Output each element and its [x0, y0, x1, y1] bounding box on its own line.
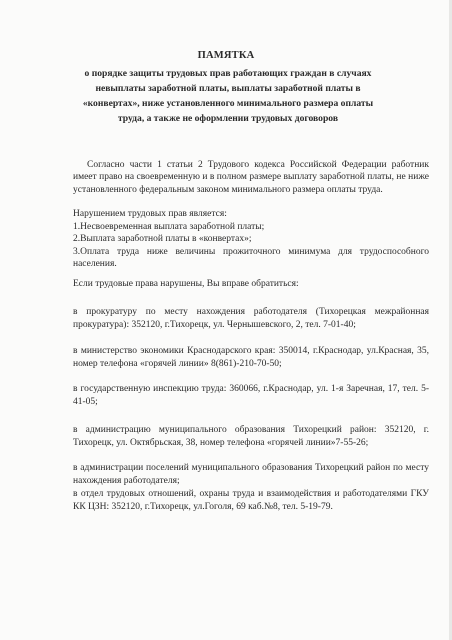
violations-list	[73, 208, 429, 271]
contact-labor-relations-department: в отдел трудовых отношений, охраны труда и взаимодействия и работодателями ГКУ КК ЦЗН: 352120, г.Тихорецк, ул.Гоголя, 69 каб.№8, тел. 5-19-79.	[73, 489, 429, 512]
document-subtitle: о порядке защиты трудовых прав работающих граждан в случаях невыплаты заработной платы, выплаты заработной платы в «конвертах», ниже установленного минимального размера оплаты труда, а также не оформлении трудовых договоров	[82, 68, 374, 124]
contact-district-administration: в администрацию муниципального образования Тихорецкий район: 352120, г. Тихорецк, ул. Октябрьская, 38, номер телефона «горячей линии»7-55-26;	[73, 425, 429, 448]
contact-labor-inspection: в государственную инспекцию труда: 360066, г.Краснодар, ул. 1-я Заречная, 17, тел. 5-41-05;	[73, 384, 429, 407]
document-title: ПАМЯТКА	[197, 50, 255, 61]
violations-heading: Нарушением трудовых прав является:	[73, 209, 227, 219]
violation-item: 1.Несвоевременная выплата заработной платы;	[73, 221, 265, 232]
contact-prosecutor: в прокуратуру по месту нахождения работодателя (Тихорецкая межрайонная прокуратура): 352120, г.Тихорецк, ул. Чернышевского, 2, тел. 7-01-40;	[73, 307, 429, 330]
intro-paragraph: Согласно части 1 статьи 2 Трудового кодекса Российской Федерации работник имеет право на своевременную и в полном размере выплату заработной платы, не ниже установленного федеральным законом минимального размера оплаты труда.	[73, 160, 429, 195]
violation-item: 3.Оплата труда ниже величины прожиточного минимума для трудоспособного населения.	[73, 246, 429, 270]
violation-item: 2.Выплата заработной платы в «конвертах»;	[73, 234, 252, 245]
contact-settlement-administrations: в администрации поселений муниципального образования Тихорецкий район по месту нахождения работодателя;	[73, 463, 429, 486]
contacts-heading: Если трудовые права нарушены, Вы вправе обратиться:	[73, 279, 299, 289]
contact-ministry-economy: в министерство экономики Краснодарского края: 350014, г.Краснодар, ул.Красная, 35, номер телефона «горячей линии» 8(861)-210-70-50;	[73, 346, 429, 369]
